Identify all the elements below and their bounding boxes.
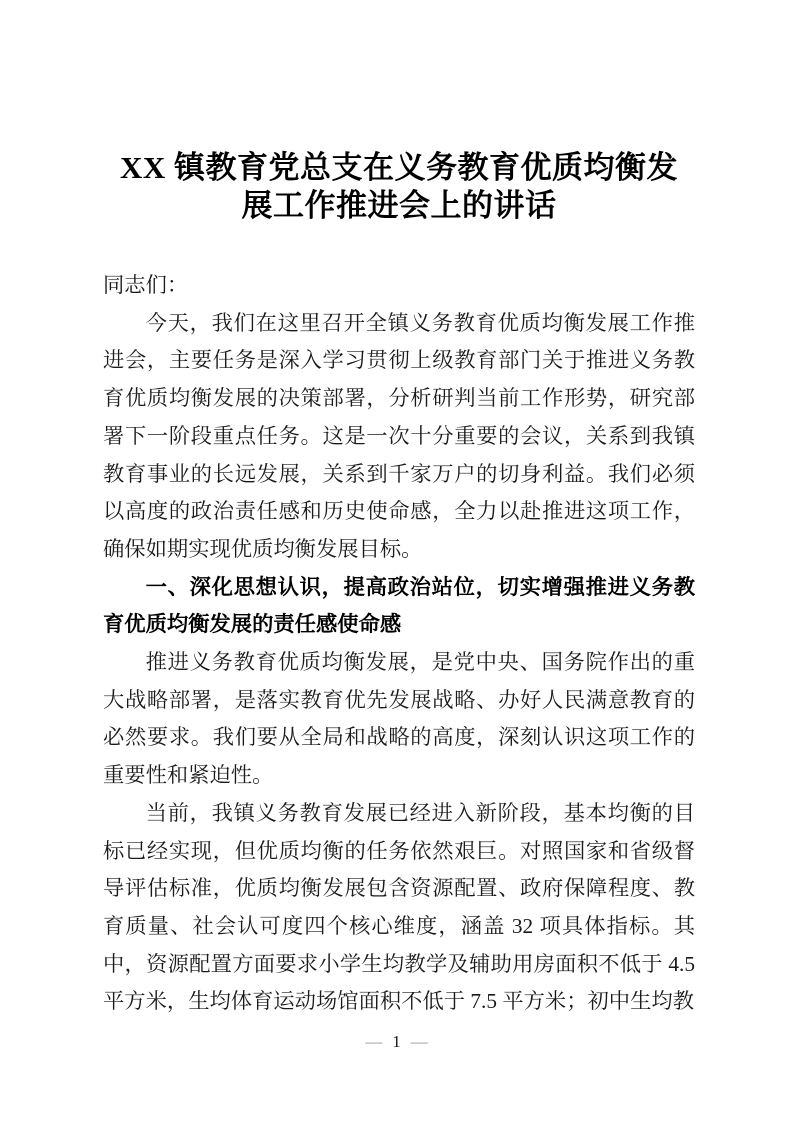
section-heading-1: 一、深化思想认识，提高政治站位，切实增强推进义务教育优质均衡发展的责任感使命感 xyxy=(103,574,695,637)
page-footer xyxy=(0,1030,793,1054)
paragraph-current-status: 当前，我镇义务教育发展已经进入新阶段，基本均衡的目标已经实现，但优质均衡的任务依然艰巨。对照国家和省级督导评估标准，优质均衡发展包含资源配置、政府保障程度、教育质量、社会认可度四个核心维度，涵盖 32 项具体指标。其中，资源配置方面要求小学生均教学及辅助用房面积不低于 4.5 平方米，生均体育运动场馆面积不低于 7.5 平方米；初中生均教 xyxy=(103,800,695,1014)
salutation-paragraph: 同志们： xyxy=(103,273,189,297)
document-title xyxy=(103,149,695,225)
footer-right-dash: — xyxy=(410,1032,428,1051)
footer-left-dash: — xyxy=(365,1032,383,1051)
paragraph-intro: 今天，我们在这里召开全镇义务教育优质均衡发展工作推进会，主要任务是深入学习贯彻上级教育部门关于推进义务教育优质均衡发展的决策部署，分析研判当前工作形势，研究部署下一阶段重点任务。这是一次十分重要的会议，关系到我镇教育事业的长远发展，关系到千家万户的切身利益。我们必须以高度的政治责任感和历史使命感，全力以赴推进这项工作，确保如期实现优质均衡发展目标。 xyxy=(103,310,695,561)
document-body xyxy=(103,267,695,1021)
document-content xyxy=(103,149,695,1021)
paragraph-strategy: 推进义务教育优质均衡发展，是党中央、国务院作出的重大战略部署，是落实教育优先发展战略、办好人民满意教育的必然要求。我们要从全局和战略的高度，深刻认识这项工作的重要性和紧迫性。 xyxy=(103,650,695,788)
page-number: 1 xyxy=(392,1032,401,1051)
document-title-line-2: 展工作推进会上的讲话 xyxy=(241,188,557,223)
document-title-line-1: XX 镇教育党总支在义务教育优质均衡发 xyxy=(119,150,679,185)
